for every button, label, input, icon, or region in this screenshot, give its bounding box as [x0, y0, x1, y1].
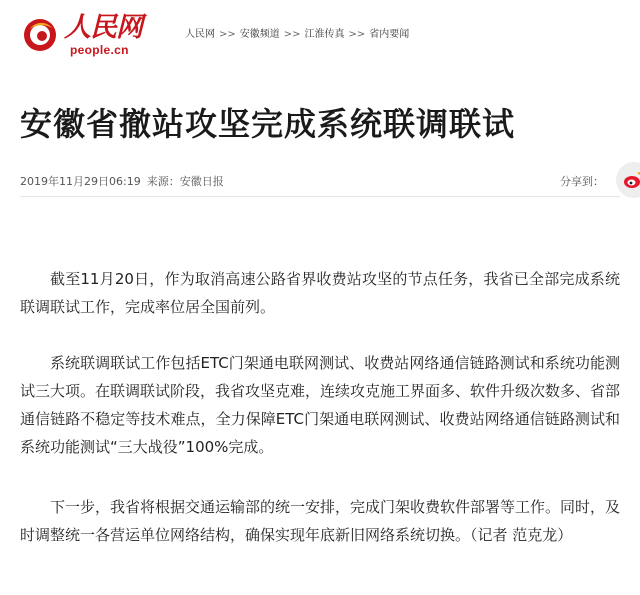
article-title: 安徽省撤站攻坚完成系统联调联试	[20, 105, 516, 143]
breadcrumb	[185, 28, 409, 42]
share-label: 分享到：	[560, 175, 604, 188]
breadcrumb-item-people[interactable]: 人民网	[185, 29, 215, 40]
breadcrumb-separator: >>	[348, 29, 366, 40]
publish-datetime: 2019年11月29日06:19	[20, 175, 141, 188]
breadcrumb-separator: >>	[283, 29, 301, 40]
logo-chinese-text: 人民网	[64, 12, 142, 43]
article-paragraph-1: 截至11月20日，作为取消高速公路省界收费站攻坚的节点任务，我省已全部完成系统联调联试工作，完成率位居全国前列。	[20, 270, 620, 316]
article-paragraph-2: 系统联调联试工作包括ETC门架通电联网测试、收费站网络通信链路测试和系统功能测试三大项。在联调联试阶段，我省攻坚克难，连续攻克施工界面多、软件升级次数多、省部通信链路不稳定等技术难点，全力保障ETC门架通电联网测试、收费站网络通信链路测试和系统功能测试“三大战役”100%完成。	[20, 354, 621, 456]
site-logo[interactable]	[20, 14, 150, 58]
weibo-icon	[623, 171, 640, 189]
meta-divider	[20, 196, 620, 197]
logo-english-text: people.cn	[70, 43, 129, 57]
site-header	[0, 0, 640, 64]
breadcrumb-item-jianghuai[interactable]: 江淮传真	[304, 29, 345, 40]
breadcrumb-separator: >>	[219, 29, 236, 40]
breadcrumb-item-anhui-channel[interactable]: 安徽频道	[239, 29, 280, 40]
share-weibo-button[interactable]	[616, 162, 640, 198]
people-daily-logo-icon	[20, 14, 60, 54]
breadcrumb-item-province-news[interactable]: 省内要闻	[369, 29, 410, 40]
article-meta	[20, 174, 224, 190]
article-source[interactable]: 来源：安徽日报	[146, 175, 224, 188]
article-paragraph-3: 下一步，我省将根据交通运输部的统一安排，完成门架收费软件部署等工作。同时，及时调整统一各营运单位网络结构，确保实现年底新旧网络系统切换。（记者 范克龙）	[20, 498, 621, 544]
